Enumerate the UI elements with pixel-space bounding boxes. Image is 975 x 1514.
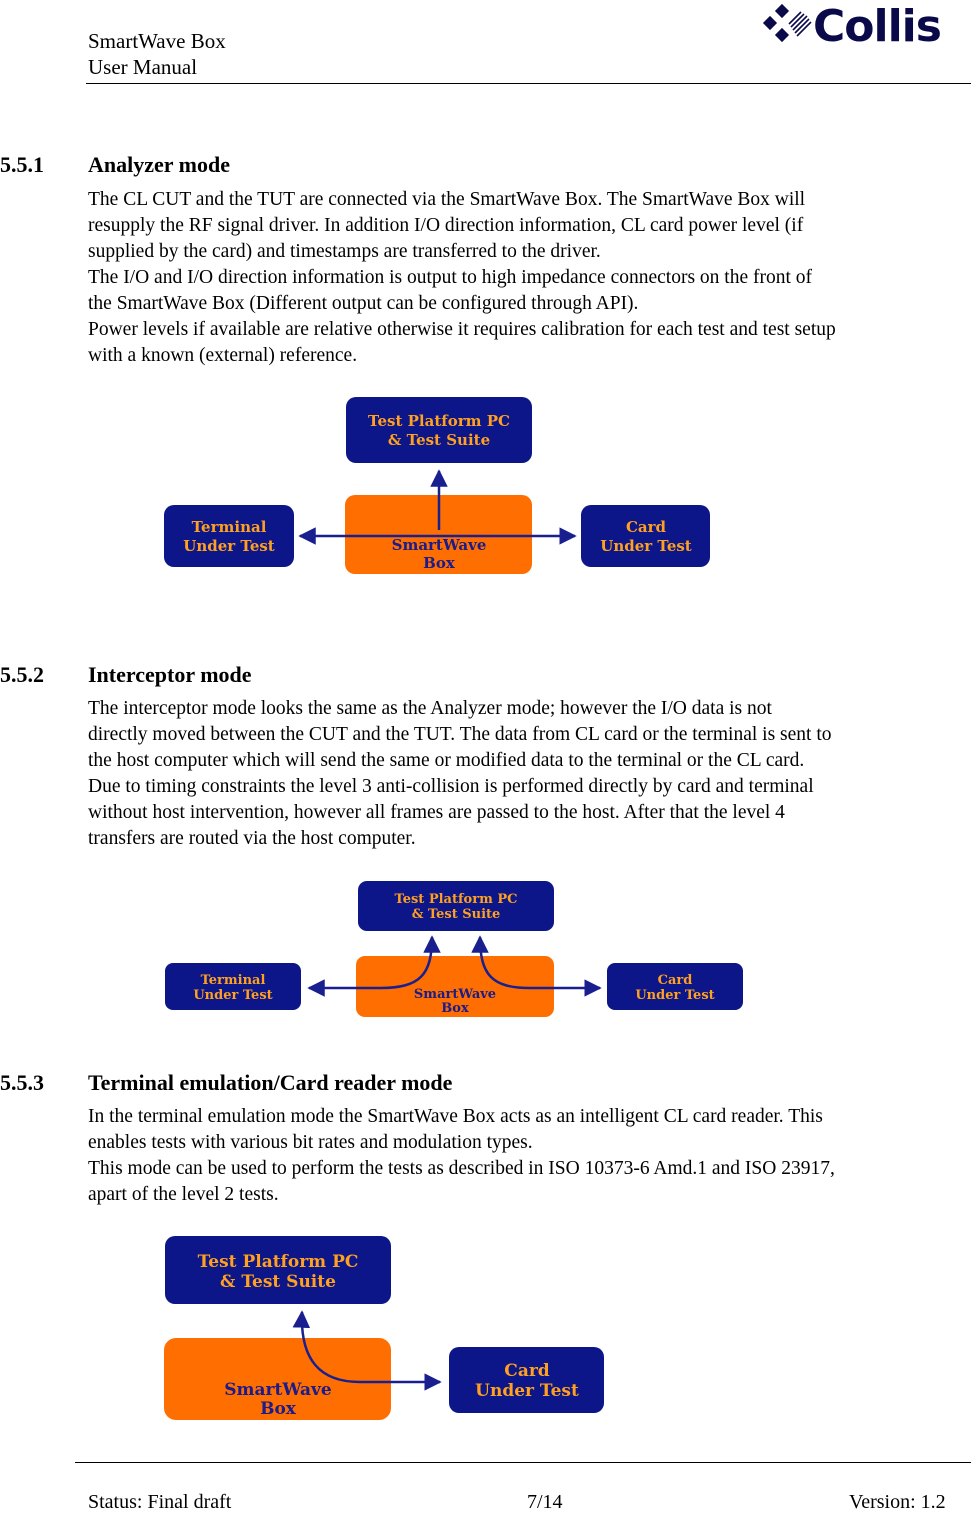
terminal-label: Terminal: [191, 518, 267, 536]
footer-divider: [75, 1462, 971, 1463]
test-platform-label: Test Platform PC: [394, 892, 518, 907]
test-platform-label: & Test Suite: [387, 431, 491, 449]
body-line: resupply the RF signal driver. In addition I/O direction information, CL card power level (if: [88, 215, 804, 236]
smartwave-label: SmartWave: [224, 1380, 332, 1400]
body-line: Due to timing constraints the level 3 anti-collision is performed directly by card and terminal: [88, 776, 814, 797]
smartwave-label: Box: [260, 1399, 296, 1419]
body-line: The I/O and I/O direction information is output to high impedance connectors on the front of: [88, 267, 813, 288]
smartwave-label: Box: [441, 1001, 469, 1016]
section-title: Interceptor mode: [88, 662, 252, 687]
card-label: Card: [657, 973, 693, 988]
body-line: The interceptor mode looks the same as the Analyzer mode; however the I/O data is not: [88, 698, 772, 719]
section-title: Terminal emulation/Card reader mode: [88, 1070, 453, 1095]
card-label: Card: [504, 1361, 550, 1381]
footer-version: Version: 1.2: [849, 1491, 946, 1513]
body-line: without host intervention, however all frames are passed to the host. After that the level 4: [88, 802, 785, 823]
body-line: The CL CUT and the TUT are connected via the SmartWave Box. The SmartWave Box will: [88, 189, 806, 210]
test-platform-label: Test Platform PC: [197, 1252, 359, 1272]
body-line: transfers are routed via the host computer.: [88, 828, 416, 849]
document-title: SmartWave Box: [88, 29, 226, 53]
terminal-label: Under Test: [183, 537, 275, 555]
section-number: 5.5.3: [0, 1070, 44, 1095]
footer-status: Status: Final draft: [88, 1491, 232, 1513]
body-line: Power levels if available are relative otherwise it requires calibration for each test and test setup: [88, 319, 836, 340]
body-line: supplied by the card) and timestamps are transferred to the driver.: [88, 241, 601, 262]
terminal-label: Under Test: [193, 988, 273, 1003]
smartwave-label: Box: [423, 554, 455, 572]
section-number: 5.5.1: [0, 152, 44, 177]
test-platform-label: & Test Suite: [411, 907, 501, 922]
body-line: the host computer which will send the same or modified data to the terminal or the CL card.: [88, 750, 805, 771]
terminal-label: Terminal: [200, 973, 266, 988]
body-line: In the terminal emulation mode the SmartWave Box acts as an intelligent CL card reader. This: [88, 1106, 823, 1127]
footer-page-number: 7/14: [527, 1491, 563, 1513]
section-title: Analyzer mode: [88, 152, 230, 177]
body-line: the SmartWave Box (Different output can be configured through API).: [88, 293, 639, 314]
test-platform-label: Test Platform PC: [368, 412, 510, 430]
body-line: with a known (external) reference.: [88, 345, 358, 366]
body-line: enables tests with various bit rates and modulation types.: [88, 1132, 533, 1153]
section-number: 5.5.2: [0, 662, 44, 687]
body-line: apart of the level 2 tests.: [88, 1184, 279, 1205]
test-platform-label: & Test Suite: [220, 1272, 336, 1292]
smartwave-label: SmartWave: [413, 987, 497, 1002]
card-label: Card: [625, 518, 667, 536]
logo-text: Collis: [813, 1, 941, 52]
card-label: Under Test: [600, 537, 692, 555]
card-label: Under Test: [635, 988, 715, 1003]
smartwave-label: SmartWave: [391, 536, 487, 554]
body-line: directly moved between the CUT and the TUT. The data from CL card or the terminal is sent to: [88, 724, 832, 745]
card-label: Under Test: [475, 1381, 579, 1401]
document-subtitle: User Manual: [88, 55, 198, 79]
body-line: This mode can be used to perform the tests as described in ISO 10373-6 Amd.1 and ISO 23917,: [88, 1158, 835, 1179]
